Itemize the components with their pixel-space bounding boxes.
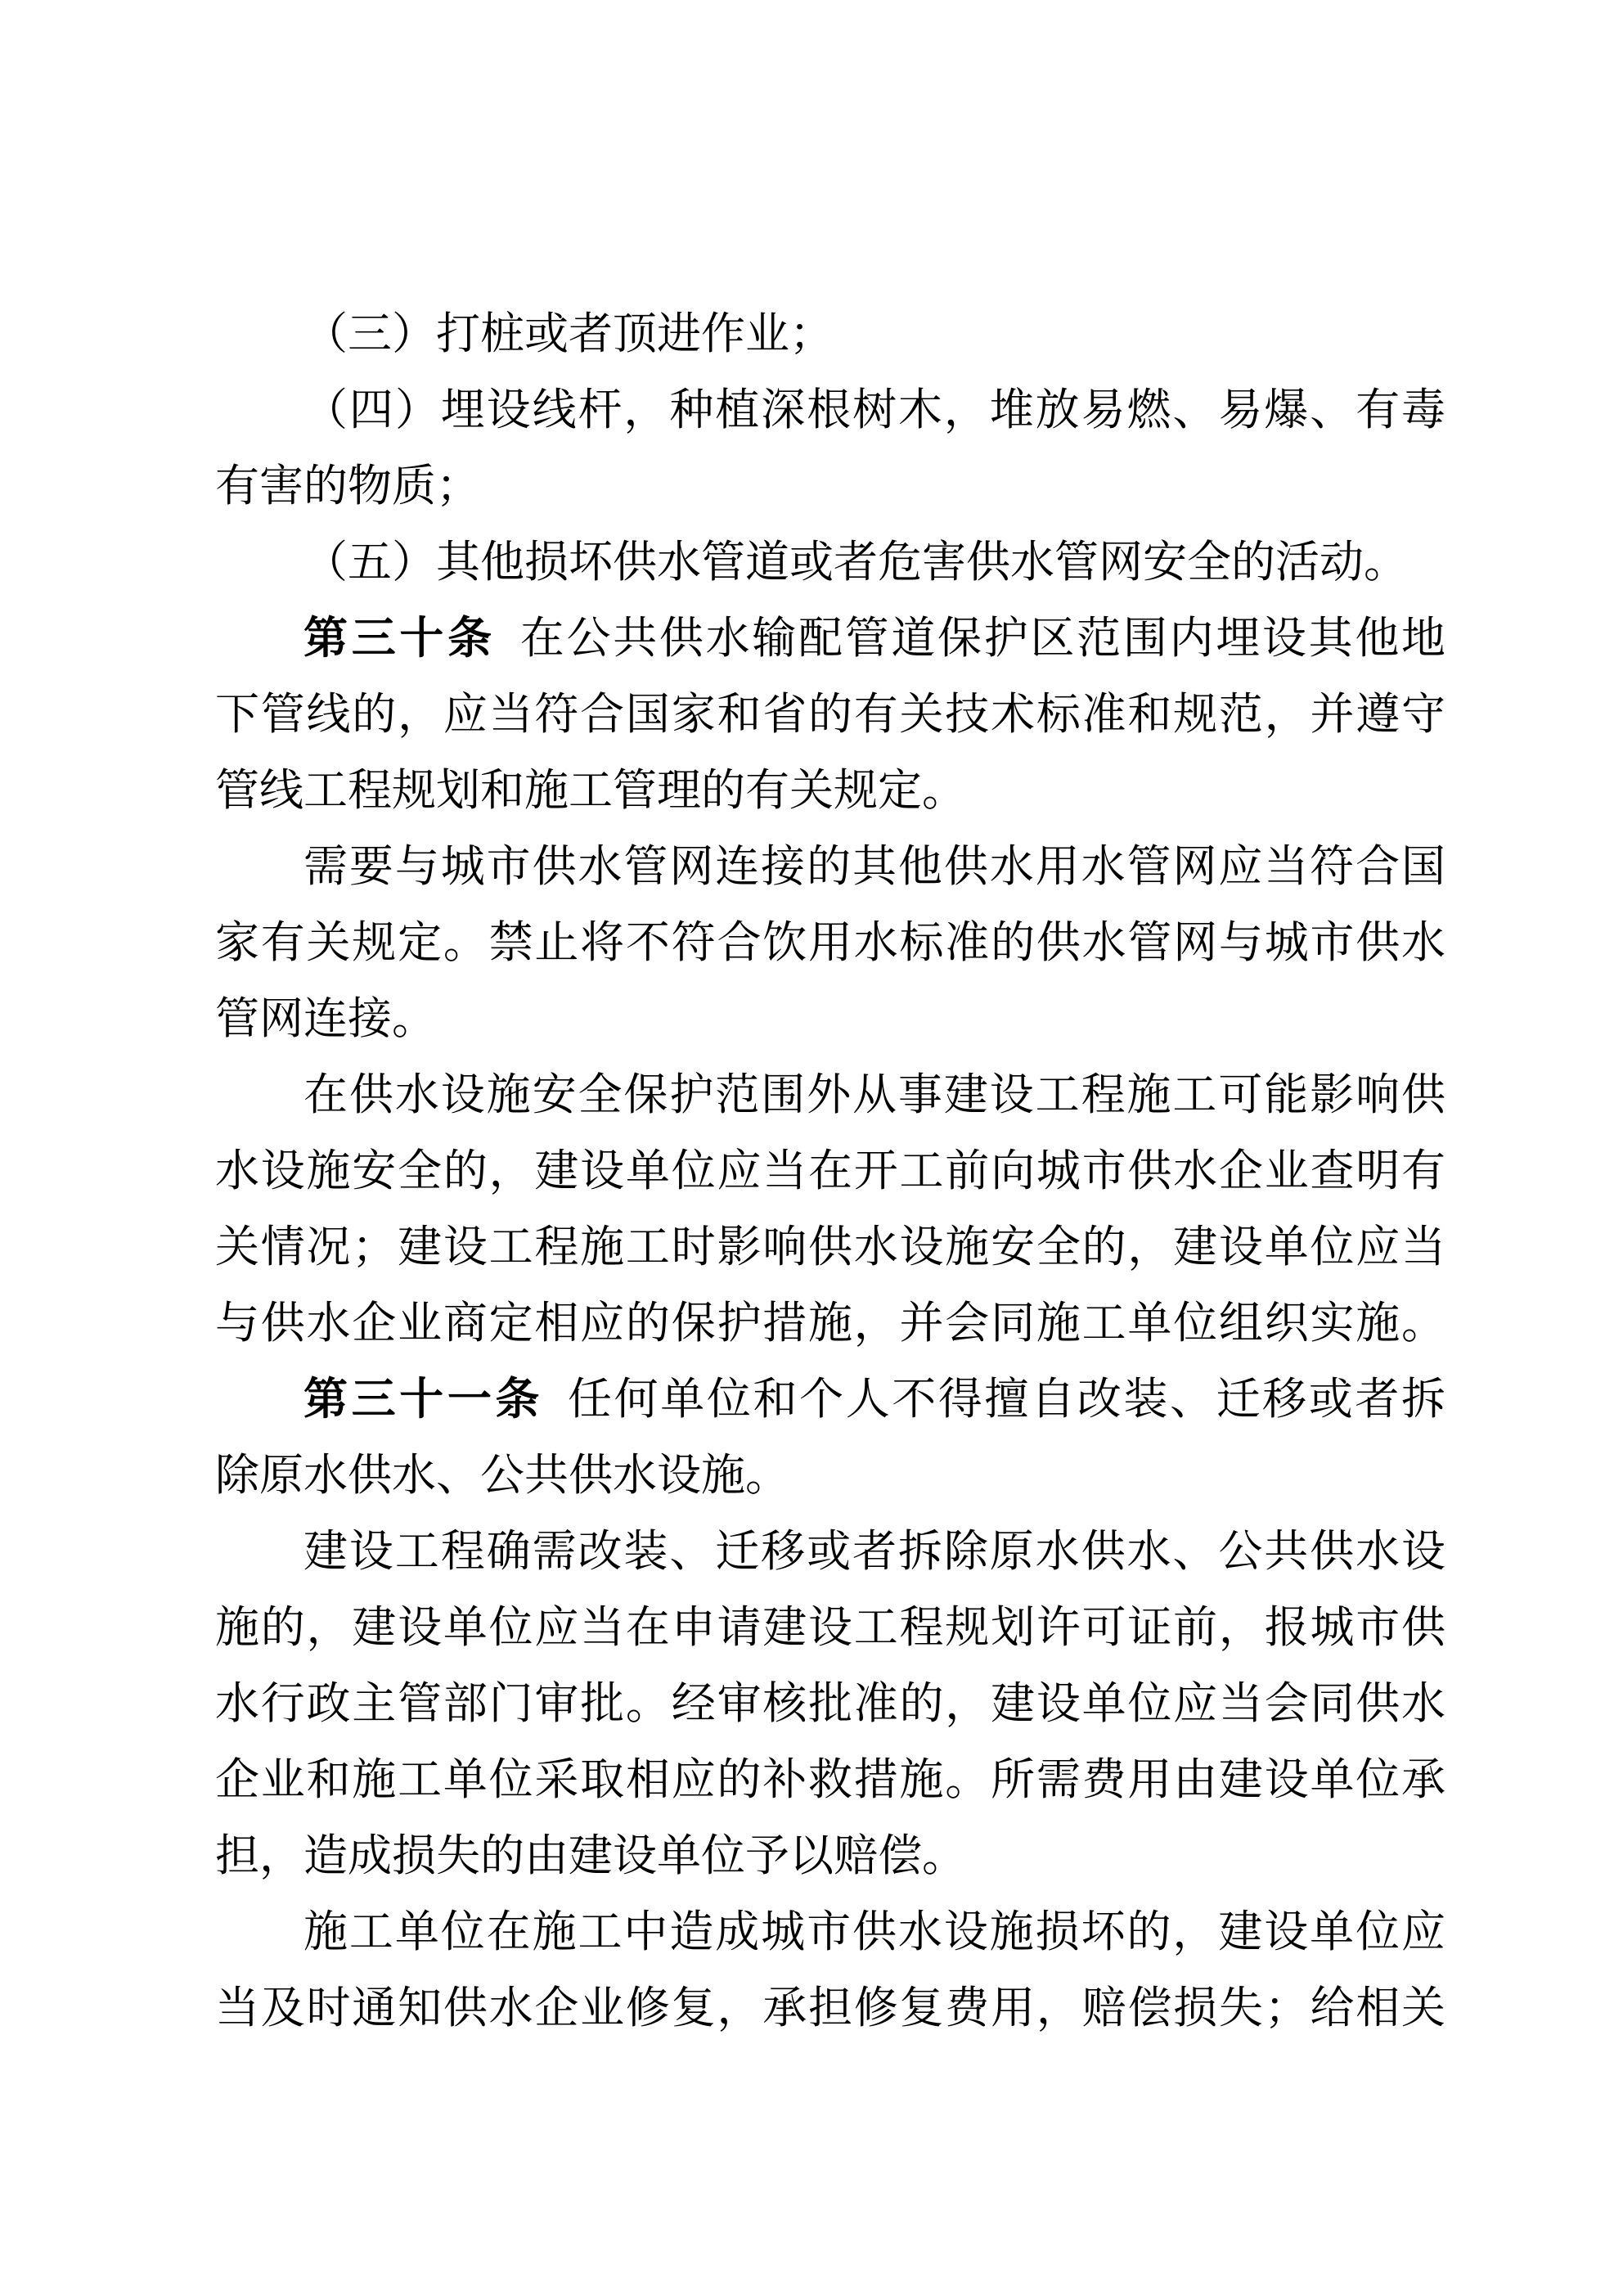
text-line: 需要与城市供水管网连接的其他供水用水管网应当符合国 bbox=[303, 842, 1445, 891]
article-30-number: 第三十条 bbox=[303, 614, 496, 663]
text-line: 与供水企业商定相应的保护措施，并会同施工单位组织实施。 bbox=[215, 1299, 1445, 1348]
text-line: 施工单位在施工中造成城市供水设施损坏的，建设单位应 bbox=[303, 1907, 1445, 1956]
line-text: 在公共供水输配管道保护区范围内埋设其他地 bbox=[519, 614, 1446, 663]
article-31-heading-line bbox=[215, 1362, 1445, 1438]
text-line: 企业和施工单位采取相应的补救措施。所需费用由建设单位承 bbox=[215, 1755, 1445, 1804]
text-line: 家有关规定。禁止将不符合饮用水标准的供水管网与城市供水 bbox=[215, 918, 1445, 967]
text-line-item-5: （五）其他损坏供水管道或者危害供水管网安全的活动。 bbox=[303, 538, 1408, 587]
text-line: 管网连接。 bbox=[215, 994, 436, 1043]
text-block bbox=[215, 296, 1445, 2046]
text-line: 施的，建设单位应当在申请建设工程规划许可证前，报城市供 bbox=[215, 1603, 1445, 1652]
text-line: 有害的物质； bbox=[215, 461, 480, 511]
text-line: 水行政主管部门审批。经审核批准的，建设单位应当会同供水 bbox=[215, 1679, 1445, 1728]
text-line: 建设工程确需改装、迁移或者拆除原水供水、公共供水设 bbox=[303, 1527, 1445, 1576]
text-line: 当及时通知供水企业修复，承担修复费用，赔偿损失；给相关 bbox=[215, 1983, 1445, 2033]
text-line: 除原水供水、公共供水设施。 bbox=[215, 1451, 789, 1500]
text-line: 担，造成损失的由建设单位予以赔偿。 bbox=[215, 1831, 966, 1880]
text-line: 关情况；建设工程施工时影响供水设施安全的，建设单位应当 bbox=[215, 1222, 1445, 1272]
text-line: 水设施安全的，建设单位应当在开工前向城市供水企业查明有 bbox=[215, 1146, 1445, 1195]
article-30-heading-line bbox=[215, 601, 1445, 677]
text-line: 下管线的，应当符合国家和省的有关技术标准和规范，并遵守 bbox=[215, 690, 1445, 739]
text-line-item-4: （四）埋设线杆，种植深根树木，堆放易燃、易爆、有毒 bbox=[303, 385, 1445, 434]
text-line: 管线工程规划和施工管理的有关规定。 bbox=[215, 766, 966, 815]
article-31-number: 第三十一条 bbox=[303, 1375, 544, 1424]
line-text: 任何单位和个人不得擅自改装、迁移或者拆 bbox=[568, 1375, 1446, 1424]
text-line: 在供水设施安全保护范围外从事建设工程施工可能影响供 bbox=[303, 1070, 1445, 1119]
text-line-item-3: （三）打桩或者顶进作业； bbox=[303, 309, 834, 358]
